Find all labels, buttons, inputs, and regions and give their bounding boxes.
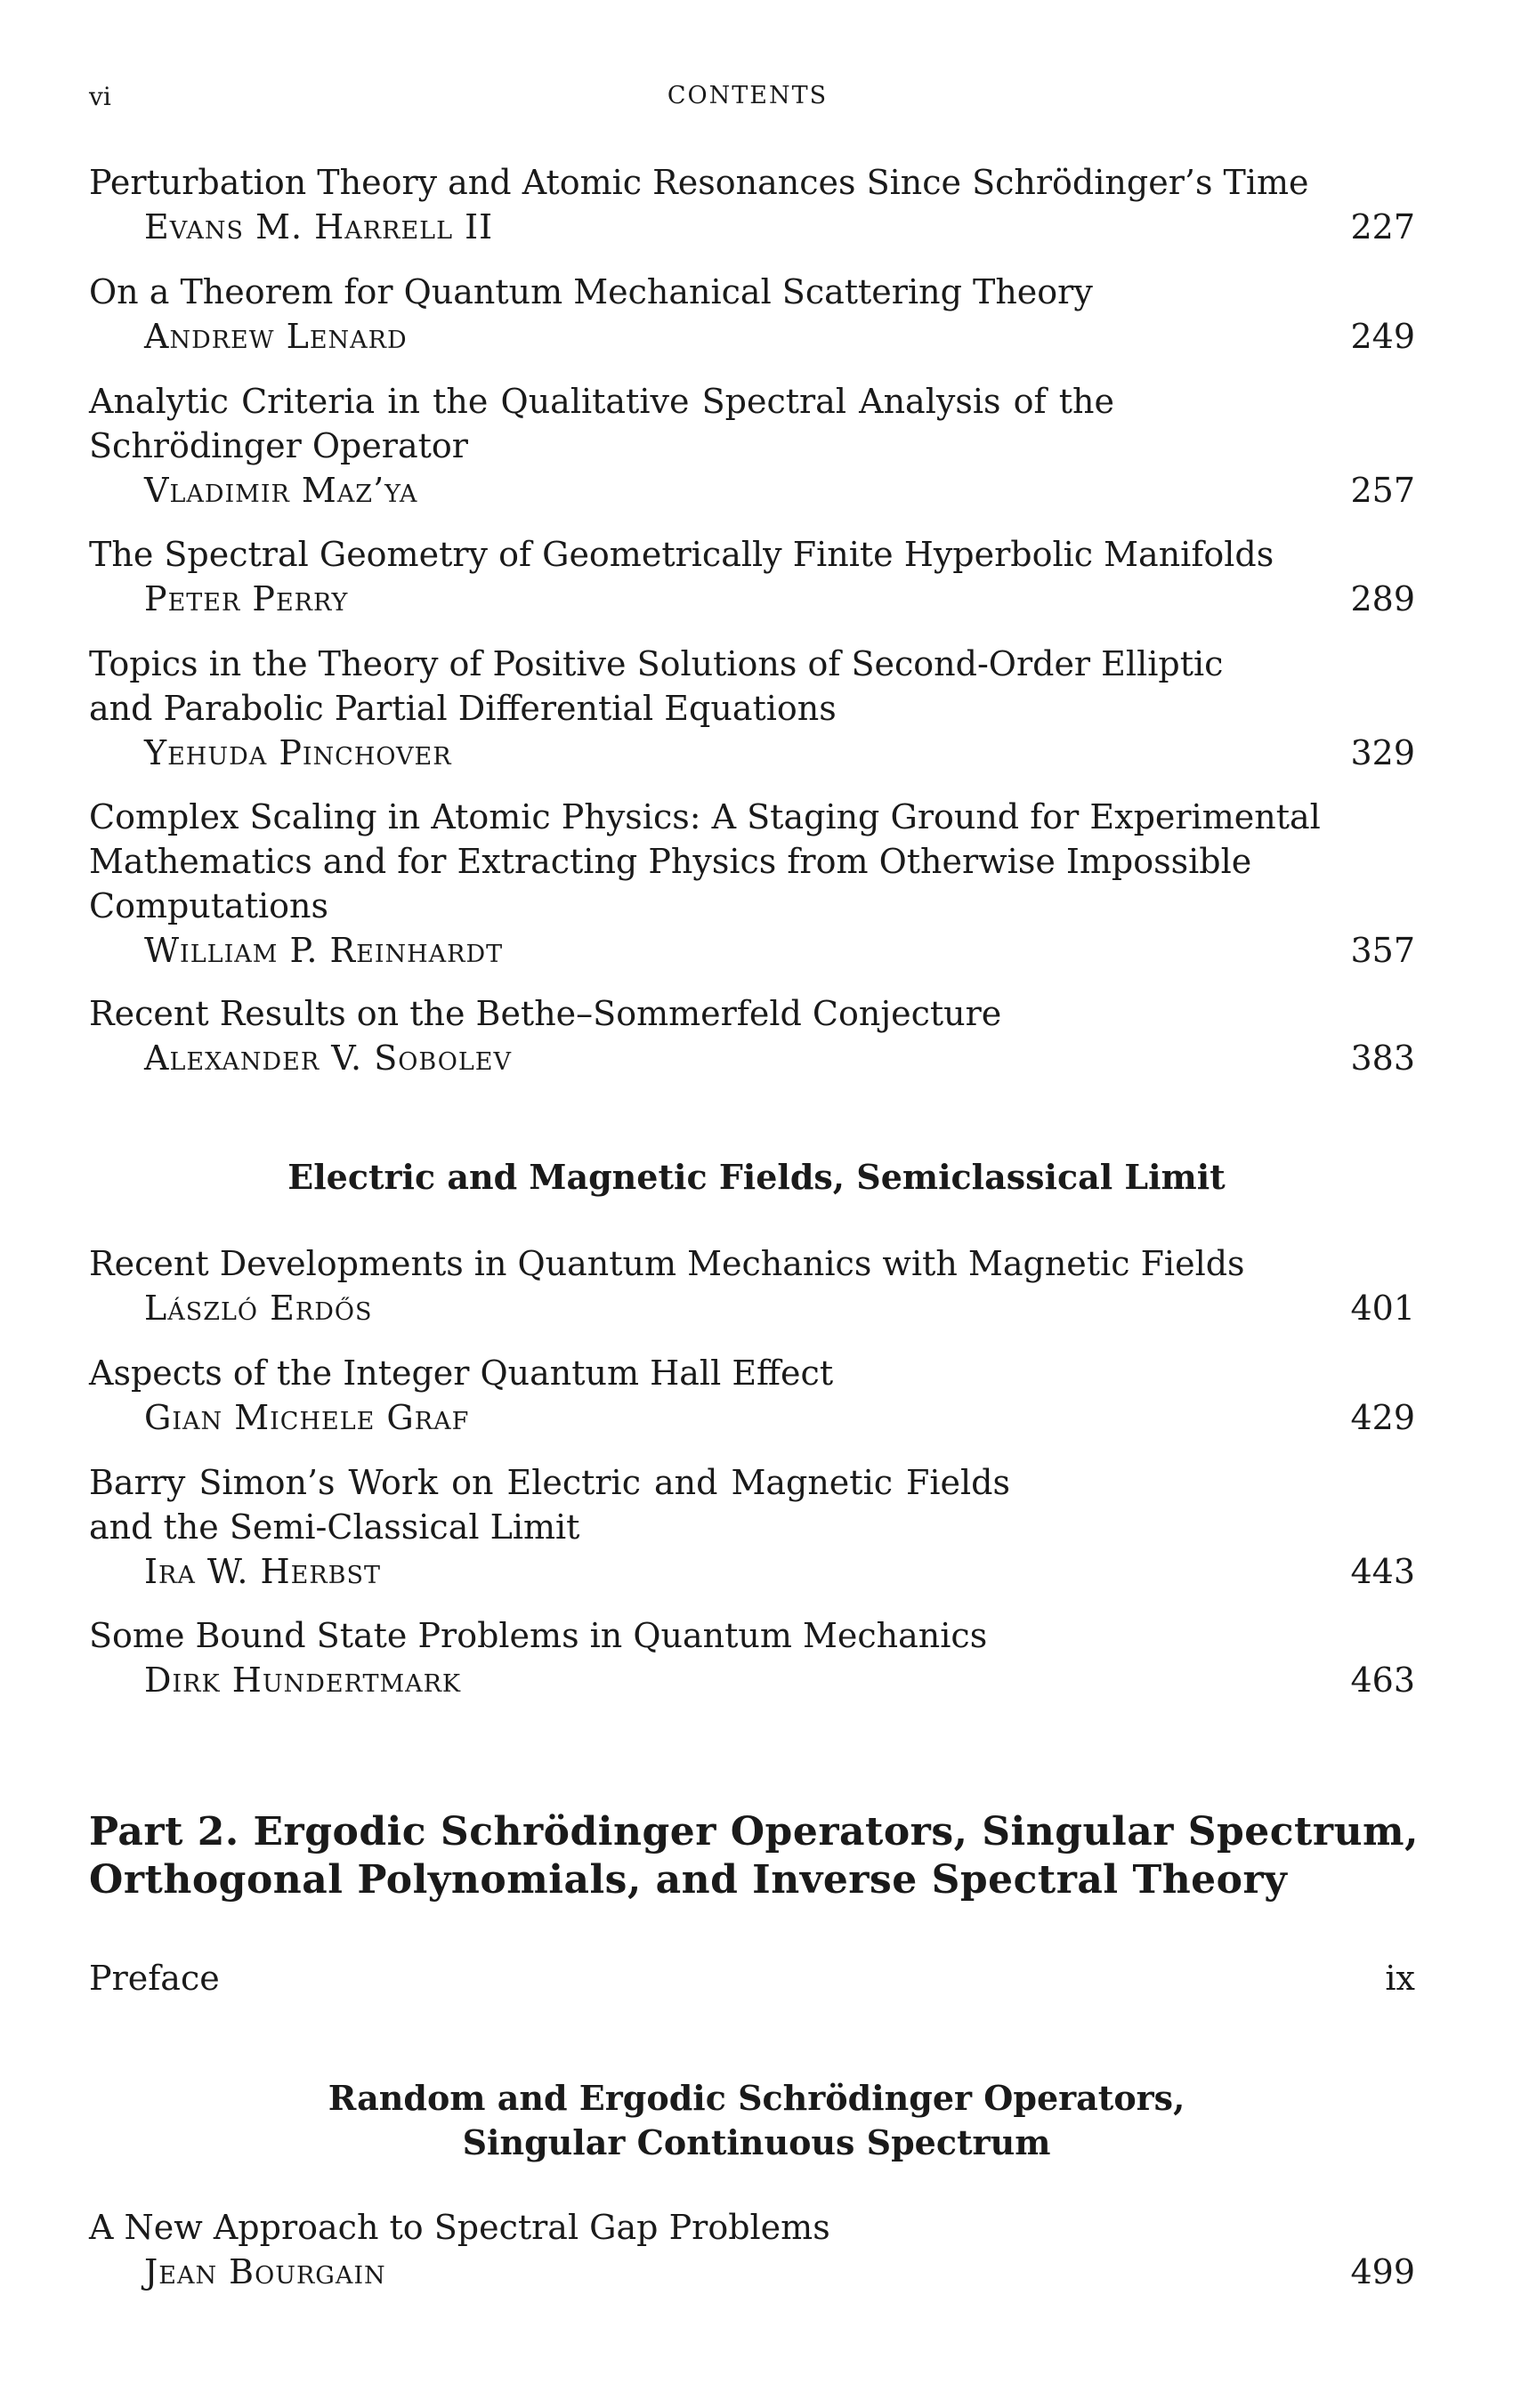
entry-author: Vladimir Maz’ya <box>144 471 418 510</box>
page-number: vi <box>89 82 111 111</box>
entry-page-number: 249 <box>1350 317 1415 356</box>
preface-entry <box>89 1956 1415 2000</box>
entry-title: A New Approach to Spectral Gap Problems <box>89 2208 830 2247</box>
entry-title: Recent Developments in Quantum Mechanics with Magnetic Fields <box>89 1244 1245 1283</box>
preface-label: Preface <box>89 1959 220 1998</box>
entry-author: Peter Perry <box>144 579 349 618</box>
entry-page-number: 257 <box>1350 471 1415 510</box>
entry-page-number: 401 <box>1350 1289 1415 1328</box>
entry-author: Andrew Lenard <box>144 317 408 356</box>
entry-author: László Erdős <box>144 1289 373 1328</box>
entry-page-number: 357 <box>1350 931 1415 970</box>
entry-author: Jean Bourgain <box>144 2252 386 2291</box>
entry-page-number: 383 <box>1350 1038 1415 1078</box>
entry-title: Complex Scaling in Atomic Physics: A Staging Ground for Experimental <box>89 797 1321 836</box>
entry-title-continued: and Parabolic Partial Differential Equations <box>89 689 837 728</box>
toc-entry <box>89 1241 1415 1330</box>
entry-title-continued: Mathematics and for Extracting Physics from Otherwise Impossible <box>89 842 1252 881</box>
toc-entry <box>89 2205 1415 2294</box>
section-heading-line-1: Random and Ergodic Schrödinger Operators, <box>328 2078 1185 2118</box>
running-title: CONTENTS <box>667 82 829 109</box>
entry-author: Gian Michele Graf <box>144 1398 470 1437</box>
entry-title: Topics in the Theory of Positive Solutions of Second-Order Elliptic <box>89 644 1224 683</box>
entry-title: Some Bound State Problems in Quantum Mechanics <box>89 1616 988 1655</box>
entry-page-number: 429 <box>1350 1398 1415 1437</box>
entry-title: Barry Simon’s Work on Electric and Magnetic Fields <box>89 1463 1010 1502</box>
entry-page-number: 463 <box>1350 1661 1415 1700</box>
entry-page-number: 289 <box>1350 579 1415 618</box>
entry-title: Perturbation Theory and Atomic Resonances Since Schrödinger’s Time <box>89 163 1309 202</box>
entry-title: Aspects of the Integer Quantum Hall Effect <box>89 1353 834 1393</box>
entry-title: On a Theorem for Quantum Mechanical Scattering Theory <box>89 272 1093 311</box>
entry-title: Recent Results on the Bethe–Sommerfeld Conjecture <box>89 994 1002 1033</box>
toc-entry <box>89 379 1415 513</box>
entry-page-number: 227 <box>1350 207 1415 246</box>
toc-entry <box>89 1351 1415 1440</box>
part-heading-line-1: Part 2. Ergodic Schrödinger Operators, Singular Spectrum, <box>89 1809 1419 1854</box>
entry-author: Alexander V. Sobolev <box>144 1038 512 1078</box>
entry-author: William P. Reinhardt <box>144 931 504 970</box>
entry-title-continued: Computations <box>89 886 328 925</box>
entry-page-number: 499 <box>1350 2252 1415 2291</box>
section-heading-line-2: Singular Continuous Spectrum <box>462 2122 1051 2162</box>
entry-title-continued: and the Semi-Classical Limit <box>89 1507 580 1547</box>
entry-author: Dirk Hundertmark <box>144 1661 462 1700</box>
entry-author: Evans M. Harrell II <box>144 207 494 246</box>
section-heading-random-ergodic <box>0 2076 1513 2165</box>
toc-entry <box>89 160 1415 249</box>
preface-page-number: ix <box>1385 1959 1415 1998</box>
entry-title: Analytic Criteria in the Qualitative Spectral Analysis of the <box>89 382 1114 421</box>
part-heading-line-2: Orthogonal Polynomials, and Inverse Spectral Theory <box>89 1857 1288 1903</box>
part-heading <box>89 1808 1424 1904</box>
toc-entry <box>89 270 1415 359</box>
toc-entry <box>89 532 1415 621</box>
entry-title-continued: Schrödinger Operator <box>89 426 468 465</box>
entry-page-number: 329 <box>1350 733 1415 772</box>
toc-entry <box>89 1460 1415 1594</box>
entry-author: Yehuda Pinchover <box>144 733 452 772</box>
entry-author: Ira W. Herbst <box>144 1552 382 1591</box>
toc-entry <box>89 642 1415 775</box>
running-head <box>89 82 1406 117</box>
toc-entry <box>89 795 1415 973</box>
entry-title: The Spectral Geometry of Geometrically Finite Hyperbolic Manifolds <box>89 535 1274 574</box>
toc-entry <box>89 1613 1415 1702</box>
entry-page-number: 443 <box>1350 1552 1415 1591</box>
section-heading-electric-magnetic: Electric and Magnetic Fields, Semiclassical Limit <box>287 1157 1226 1197</box>
toc-entry <box>89 991 1415 1080</box>
